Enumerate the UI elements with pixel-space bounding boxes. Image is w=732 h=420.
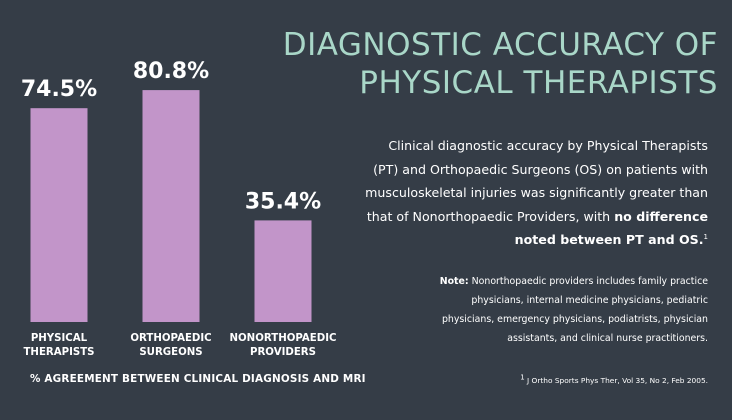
chart-caption: % AGREEMENT BETWEEN CLINICAL DIAGNOSIS AND MRI	[30, 373, 366, 385]
category-label-1-line-2: THERAPISTS	[23, 347, 95, 358]
value-label-3: 35.4%	[244, 189, 322, 215]
category-label-3-line-2: PROVIDERS	[250, 347, 316, 358]
description-text: Clinical diagnostic accuracy by Physical Therapists (PT) and Orthopaedic Surgeons (OS) on patients with musculoskeletal injuries was significantly greater than that of Nonorthopaedic Providers, with	[365, 138, 708, 224]
category-label-2-line-2: SURGEONS	[139, 347, 203, 358]
title-line-1: DIAGNOSTIC ACCURACY OF	[282, 27, 718, 63]
footnote-mark: 1	[520, 373, 525, 382]
title-line-2: PHYSICAL THERAPISTS	[359, 65, 718, 101]
note-text: Nonorthopaedic providers includes family practice physicians, internal medicine physicians, pediatric physicians, emergency physicians, podiatrists, physician assistants, and clinical nurse practitioners.	[441, 276, 708, 344]
bar-1	[31, 108, 88, 322]
footnote	[520, 373, 708, 385]
description-footnote-mark: 1	[703, 232, 708, 241]
value-label-2: 80.8%	[132, 59, 210, 85]
note-label: Note:	[439, 276, 469, 287]
category-label-3-line-1: NONORTHOPAEDIC	[229, 333, 337, 344]
description	[363, 134, 708, 252]
value-label-1: 74.5%	[20, 77, 98, 103]
bar-2	[143, 90, 200, 322]
page-title	[248, 26, 718, 102]
bar-3	[255, 220, 312, 322]
description-bold: no difference noted between PT and OS.	[514, 208, 708, 247]
category-label-2-line-1: ORTHOPAEDIC	[130, 333, 212, 344]
category-label-1-line-1: PHYSICAL	[30, 333, 88, 344]
note	[418, 272, 708, 348]
footnote-text: J Ortho Sports Phys Ther, Vol 35, No 2, Feb 2005.	[527, 376, 708, 385]
